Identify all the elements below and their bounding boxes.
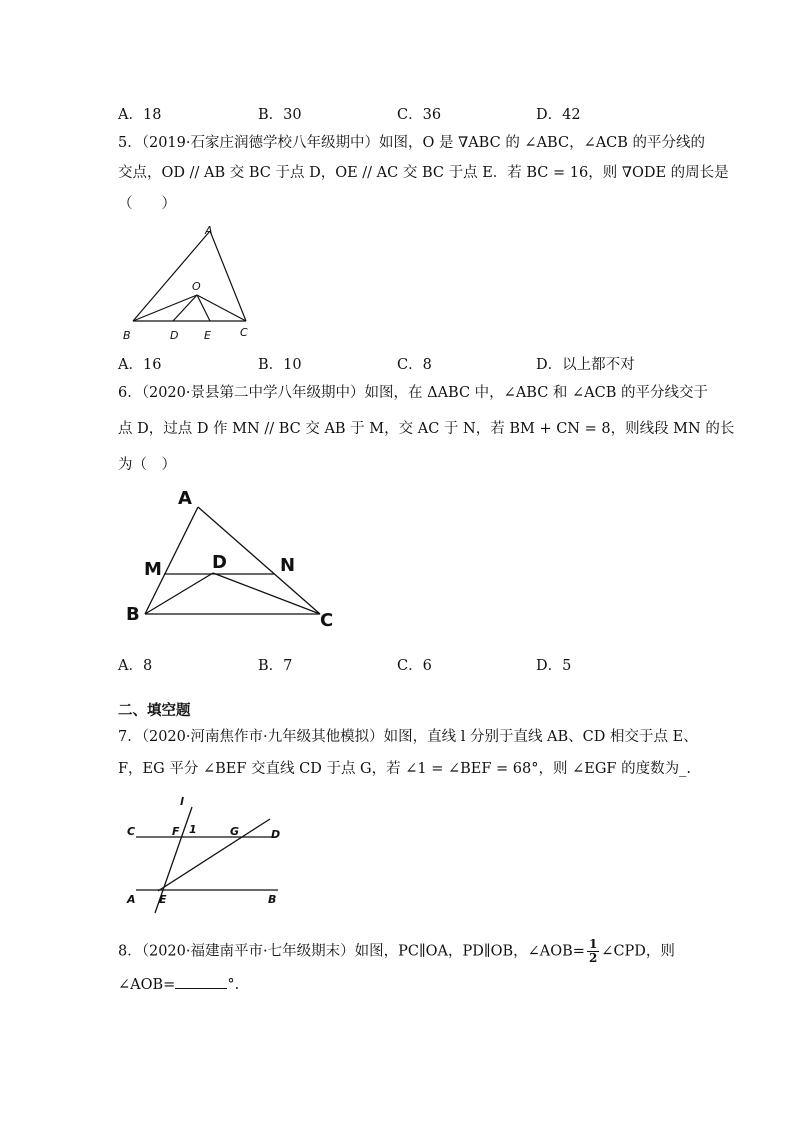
q5-label-o: O [192, 280, 201, 293]
q8-stem-line2 [118, 974, 239, 995]
q6-label-d: D [212, 552, 227, 573]
q6-label-a: A [178, 488, 192, 509]
q6-label-m: M [144, 559, 162, 580]
q8-fraction-denominator: 2 [588, 951, 598, 965]
q5-option-d: D．以上都不对 [536, 357, 635, 373]
q4-option-a: A．18 [118, 107, 162, 123]
q8-stem-text-a: 8．（2020·福建南平市·七年级期末）如图，PC∥OA，PD∥OB，∠AOB= [118, 943, 585, 960]
q7-stem-line2: F，EG 平分 ∠BEF 交直线 CD 于点 G，若 ∠1 = ∠BEF = 68°，则 ∠EGF 的度数为_. [118, 761, 691, 777]
section-heading-fill-blank: 二、填空题 [118, 702, 191, 719]
q7-label-a: A [127, 893, 136, 906]
q6-option-a: A．8 [118, 658, 153, 674]
q5-stem-line2: 交点，OD // AB 交 BC 于点 D，OE // AC 交 BC 于点 E．若 BC = 16，则 ∇ODE 的周长是 [118, 165, 729, 181]
q8-stem-line1 [118, 938, 675, 965]
q5-label-c: C [240, 326, 248, 339]
q6-option-c: C．6 [397, 658, 432, 674]
q7-parallel-lines-figure [118, 795, 293, 920]
q8-fraction-half [587, 938, 599, 965]
q7-stem-line1: 7．（2020·河南焦作市·九年级其他模拟）如图，直线 l 分别于直线 AB、CD 相交于点 E、 [118, 729, 698, 745]
q6-label-n: N [280, 555, 296, 576]
q8-answer-prefix: ∠AOB= [118, 977, 176, 993]
q5-stem-line1: 5．（2019·石家庄润德学校八年级期中）如图，O 是 ∇ABC 的 ∠ABC，∠ACB 的平分线的 [118, 135, 706, 151]
q7-label-c: C [127, 825, 136, 838]
q4-option-c: C．36 [397, 107, 442, 123]
q6-option-d: D．5 [536, 658, 572, 674]
q6-label-b: B [126, 604, 140, 625]
q7-label-e: E [159, 893, 167, 906]
q7-label-l: l [180, 795, 184, 808]
q6-stem-line1: 6．（2020·景县第二中学八年级期中）如图，在 ΔABC 中，∠ABC 和 ∠ACB 的平分线交于 [118, 385, 709, 401]
q4-option-d: D．42 [536, 107, 581, 123]
q6-option-b: B．7 [258, 658, 293, 674]
q8-fraction-numerator: 1 [588, 937, 598, 951]
q6-stem-line2: 点 D，过点 D 作 MN // BC 交 AB 于 M，交 AC 于 N，若 BM + CN = 8，则线段 MN 的长 [118, 421, 735, 437]
q5-label-b: B [123, 329, 131, 342]
q6-label-c: C [320, 610, 334, 631]
q5-label-d: D [170, 329, 179, 342]
q7-label-d: D [271, 828, 281, 841]
q5-label-e: E [204, 329, 211, 342]
q8-answer-suffix: °. [227, 977, 240, 993]
q5-stem-line3: （ ） [118, 196, 176, 212]
q6-triangle-figure [118, 482, 348, 632]
q7-angle-1-label: 1 [189, 823, 197, 836]
q7-label-f: F [172, 825, 180, 838]
q5-label-a: A [205, 224, 213, 237]
q6-stem-line3: 为（ ） [118, 457, 176, 473]
q5-option-b: B．10 [258, 357, 302, 373]
q8-stem-text-b: ∠CPD，则 [601, 943, 675, 960]
q8-answer-blank[interactable] [175, 974, 227, 989]
q5-option-a: A．16 [118, 357, 162, 373]
q5-option-c: C．8 [397, 357, 432, 373]
q7-label-b: B [268, 893, 277, 906]
q7-label-g: G [230, 825, 240, 838]
q5-triangle-figure [118, 222, 258, 344]
q4-option-b: B．30 [258, 107, 302, 123]
